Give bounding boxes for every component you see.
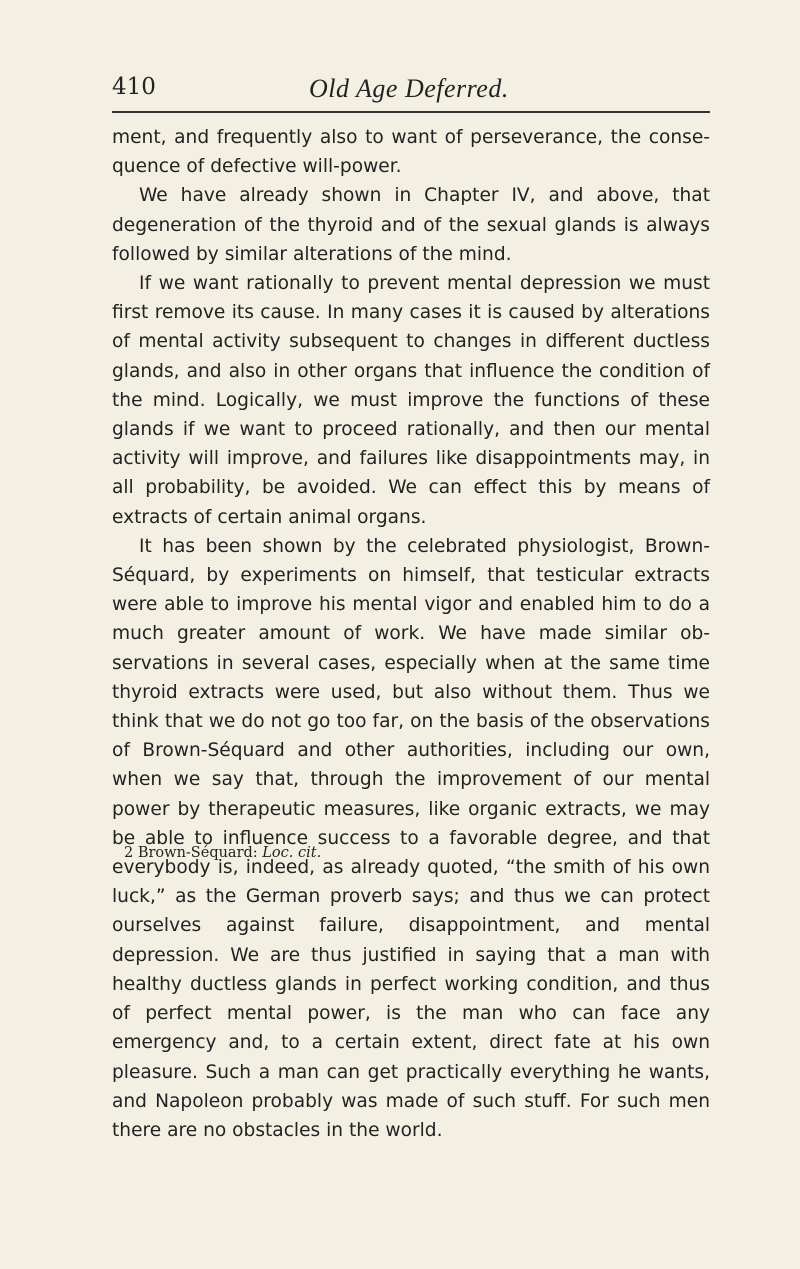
footnote-text: 2 Brown-Séquard:	[124, 845, 263, 861]
paragraph: ment, and frequently also to want of perseverance, the consequence of defective will-power.	[112, 127, 710, 178]
page-header	[112, 74, 710, 104]
paragraph: If we want rationally to prevent mental depression we must first remove its cause. In many cases it is caused by alterations of mental activity subsequent to changes in different ductless glands, and also in other organs that influence the condition of the mind. Logically, we must improve the functions of these glands if we want to proceed rationally, and then our mental activity will improve, and failures like disappointments may, in all probability, be avoided. We can effect this by means of extracts of certain animal organs.	[112, 273, 710, 528]
footnote	[124, 845, 321, 861]
body-text	[112, 123, 710, 1145]
header-rule	[112, 111, 710, 113]
footnote-citation: Loc. cit.	[262, 845, 322, 861]
paragraph: We have already shown in Chapter IV, and above, that degeneration of the thyroid and of the sexual glands is always followed by similar alterations of the mind.	[112, 185, 710, 265]
paragraph: It has been shown by the celebrated physiologist, Brown-Séquard, by experiments on himself, that testicular extracts were able to improve his mental vigor and enabled him to do a much greater amount of work. We have made similar observations in several cases, especially when at the same time thyroid extracts were used, but also without them. Thus we think that we do not go too far, on the basis of the observations of Brown-Séquard and other authorities, including our own, when we say that, through the improvement of our mental power by therapeutic measures, like organic extracts, we may be able to influence success to a favorable degree, and that everybody is, indeed, as already quoted, “the smith of his own luck,” as the German proverb says; and thus we can protect ourselves against failure, disappointment, and mental depression. We are thus justified in saying that a man with healthy ductless glands in perfect working condition, and thus of perfect mental power, is the man who can face any emergency and, to a certain extent, direct fate at his own pleasure. Such a man can get practically everything he wants, and Napoleon probably was made of such stuff. For such men there are no obstacles in the world.	[112, 535, 710, 1141]
page-number: 410	[112, 74, 156, 100]
running-title: Old Age Deferred.	[309, 74, 509, 103]
